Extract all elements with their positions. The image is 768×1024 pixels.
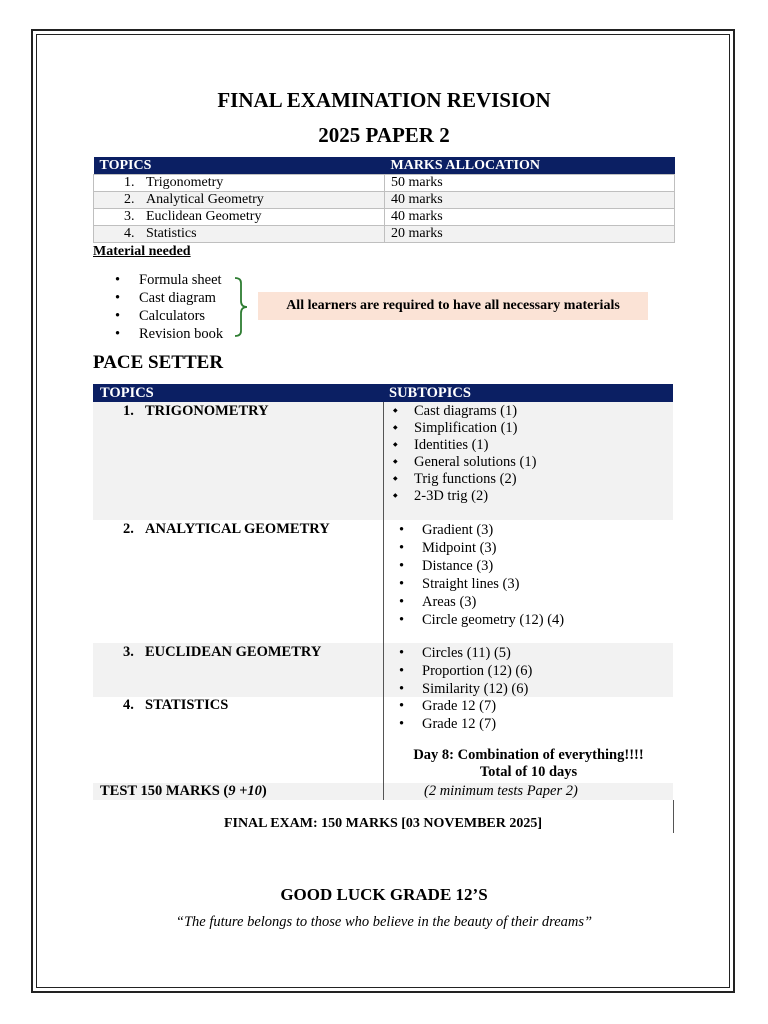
subtopic-list bbox=[384, 644, 673, 698]
list-item: • Midpoint (3) bbox=[384, 539, 673, 557]
table-row bbox=[93, 697, 673, 783]
pace-setter-title: PACE SETTER bbox=[93, 352, 224, 373]
table-row bbox=[94, 226, 675, 243]
list-item: • Grade 12 (7) bbox=[384, 715, 673, 733]
test-label-italic: 9 +10 bbox=[228, 783, 262, 799]
list-item: • Straight lines (3) bbox=[384, 575, 673, 593]
header-topics: TOPICS bbox=[100, 385, 154, 401]
topic-cell bbox=[93, 520, 383, 643]
marks-table-header bbox=[94, 157, 675, 175]
topic-cell bbox=[94, 209, 385, 226]
topic-number: 1. bbox=[123, 403, 134, 419]
topic-name: TRIGONOMETRY bbox=[145, 403, 269, 419]
list-item: • Revision book bbox=[113, 325, 223, 343]
list-item: • Grade 12 (7) bbox=[384, 697, 673, 715]
list-item: • Similarity (12) (6) bbox=[384, 680, 673, 698]
list-item: ◆ General solutions (1) bbox=[384, 454, 673, 471]
subtopics-cell bbox=[383, 520, 673, 643]
topic-name: STATISTICS bbox=[145, 697, 229, 713]
table-row bbox=[94, 209, 675, 226]
topic-cell bbox=[94, 192, 385, 209]
list-item: ◆ Cast diagrams (1) bbox=[384, 403, 673, 420]
topic-number: 4. bbox=[123, 697, 134, 713]
topic-number: 3. bbox=[123, 644, 134, 660]
marks-cell: 50 marks bbox=[385, 175, 675, 192]
list-item: • Areas (3) bbox=[384, 593, 673, 611]
topic-name: Analytical Geometry bbox=[146, 192, 264, 207]
test-label bbox=[93, 783, 383, 800]
marks-cell: 40 marks bbox=[385, 192, 675, 209]
list-item: • Cast diagram bbox=[113, 289, 223, 307]
list-item: • Calculators bbox=[113, 307, 223, 325]
list-item: ◆ Trig functions (2) bbox=[384, 471, 673, 488]
list-item: • Formula sheet bbox=[113, 271, 223, 289]
topic-name: Trigonometry bbox=[146, 175, 224, 190]
table-border-line bbox=[673, 800, 674, 833]
list-item: ◆ Identities (1) bbox=[384, 437, 673, 454]
topic-name: EUCLIDEAN GEOMETRY bbox=[145, 644, 322, 660]
motivational-quote: “The future belongs to those who believe in the beauty of their dreams” bbox=[175, 914, 593, 930]
material-list bbox=[113, 271, 223, 343]
list-item: • Gradient (3) bbox=[384, 521, 673, 539]
topic-name: ANALYTICAL GEOMETRY bbox=[145, 521, 330, 537]
subtopics-cell bbox=[383, 402, 673, 520]
list-item: • Circles (11) (5) bbox=[384, 644, 673, 662]
final-exam-date: FINAL EXAM: 150 MARKS [03 NOVEMBER 2025] bbox=[223, 816, 543, 831]
topic-cell bbox=[94, 175, 385, 192]
page-title: FINAL EXAMINATION REVISION bbox=[217, 88, 551, 112]
curly-brace-icon bbox=[234, 277, 248, 337]
topic-name: Euclidean Geometry bbox=[146, 209, 262, 224]
material-needed-heading: Material needed bbox=[93, 244, 191, 259]
topic-number: 3. bbox=[124, 209, 135, 224]
table-row bbox=[94, 192, 675, 209]
table-row bbox=[94, 175, 675, 192]
topic-cell bbox=[93, 643, 383, 697]
marks-cell: 20 marks bbox=[385, 226, 675, 243]
list-item: ◆ 2-3D trig (2) bbox=[384, 488, 673, 505]
topic-cell bbox=[93, 402, 383, 520]
subtopic-list bbox=[384, 521, 673, 629]
header-topics: TOPICS bbox=[94, 157, 385, 175]
marks-allocation-table bbox=[93, 157, 675, 243]
topic-number: 2. bbox=[124, 192, 135, 207]
list-item: • Distance (3) bbox=[384, 557, 673, 575]
test-note: (2 minimum tests Paper 2) bbox=[383, 783, 673, 800]
header-subtopics: SUBTOPICS bbox=[389, 385, 471, 401]
topic-number: 1. bbox=[124, 175, 135, 190]
topic-cell bbox=[94, 226, 385, 243]
test-label-prefix: TEST 150 MARKS ( bbox=[100, 783, 229, 799]
list-item: • Circle geometry (12) (4) bbox=[384, 611, 673, 629]
combination-note: Day 8: Combination of everything!!!! bbox=[413, 747, 644, 763]
topic-cell bbox=[93, 697, 383, 783]
pace-setter-table bbox=[93, 384, 673, 800]
total-days-note: Total of 10 days bbox=[479, 764, 578, 780]
table-row bbox=[93, 520, 673, 643]
materials-notice: All learners are required to have all necessary materials bbox=[258, 292, 648, 320]
pace-table-header bbox=[93, 384, 673, 402]
table-row bbox=[93, 643, 673, 697]
test-label-suffix: ) bbox=[261, 783, 267, 799]
page-subtitle: 2025 PAPER 2 bbox=[318, 123, 450, 147]
marks-cell: 40 marks bbox=[385, 209, 675, 226]
list-item: ◆ Simplification (1) bbox=[384, 420, 673, 437]
test-row bbox=[93, 783, 673, 800]
topic-number: 4. bbox=[124, 226, 135, 241]
good-luck-message: GOOD LUCK GRADE 12’S bbox=[280, 885, 488, 904]
subtopics-cell bbox=[383, 697, 673, 783]
subtopics-cell bbox=[383, 643, 673, 697]
topic-number: 2. bbox=[123, 521, 134, 537]
table-row bbox=[93, 402, 673, 520]
header-marks-allocation: MARKS ALLOCATION bbox=[385, 157, 675, 175]
subtopic-list bbox=[384, 697, 673, 733]
topic-name: Statistics bbox=[146, 226, 197, 241]
list-item: • Proportion (12) (6) bbox=[384, 662, 673, 680]
subtopic-list bbox=[384, 403, 673, 505]
